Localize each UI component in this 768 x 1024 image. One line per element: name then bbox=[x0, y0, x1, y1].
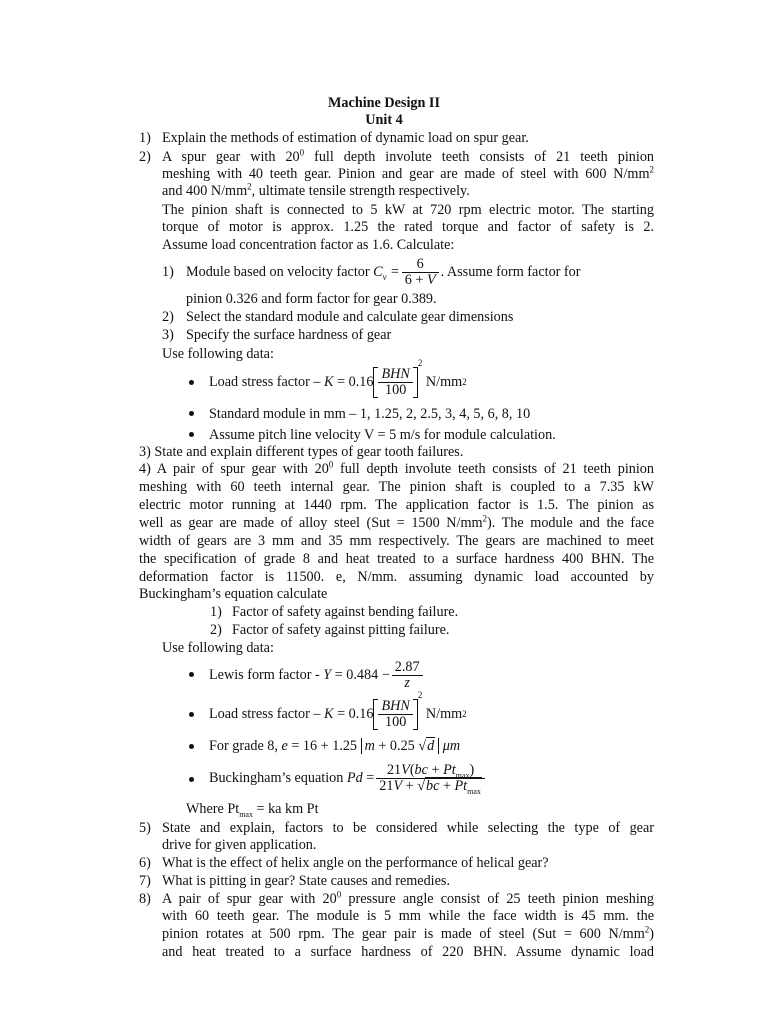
q1-number: 1) bbox=[139, 130, 151, 146]
q4-sub1-number: 1) bbox=[210, 604, 222, 620]
q2-use-data: Use following data: bbox=[162, 346, 274, 362]
q4-line-5: width of gears are 3 mm and 35 mm respectively. The gears are machined to meet bbox=[139, 533, 654, 549]
q4-sub2-number: 2) bbox=[210, 622, 222, 638]
bullet-dot bbox=[189, 777, 194, 782]
q6-text: What is the effect of helix angle on the performance of helical gear? bbox=[162, 855, 549, 871]
q4-line-1: 4) A pair of spur gear with $20^0$ full depth involute teeth consists of 21 teeth pinion bbox=[139, 459, 654, 477]
q2-sub3: Specify the surface hardness of gear bbox=[186, 327, 392, 343]
q8-line-4: and heat treated to a surface hardness of 220 BHN. Assume dynamic load bbox=[162, 944, 654, 960]
q4-line-6: the specification of grade 8 and heat treated to a surface hardness 400 BHN. The bbox=[139, 551, 654, 567]
bullet-dot bbox=[189, 712, 194, 717]
q4-line-3: electric motor running at 1440 rpm. The application factor is 1.5. The pinion as bbox=[139, 497, 654, 513]
q2-bullet-modules: Standard module in mm – 1, 1.25, 2, 2.5, 3, 4, 5, 6, 8, 10 bbox=[209, 406, 531, 422]
q2-line-2: meshing with 40 teeth gear. Pinion and gear are made of steel with 600 $N/mm^2$ bbox=[162, 164, 654, 182]
q2-number: 2) bbox=[139, 149, 151, 165]
q4-sub2: Factor of safety against pitting failure. bbox=[232, 622, 450, 638]
q2-sub2-number: 2) bbox=[162, 309, 174, 325]
q2-bullet-load-stress: Load stress factor – K = 0.16 $\frac{\text{BHN}}{100}$ $^2$ $N/mm^2$ bbox=[209, 358, 467, 399]
q5-line-2: drive for given application. bbox=[162, 837, 317, 853]
q4-where-line: Where $Pt_{max}$ = ka km Pt bbox=[186, 801, 319, 819]
q1-text: Explain the methods of estimation of dynamic load on spur gear. bbox=[162, 130, 529, 146]
q4-line-2: meshing with 60 teeth internal gear. The pinion shaft is coupled to a 7.35 kW bbox=[139, 479, 654, 495]
bullet-dot bbox=[189, 380, 194, 385]
lewis-form-formula: Y = 0.484 − $\frac{2.87}{z}$ bbox=[323, 667, 424, 683]
q4-bullet-load-stress: Load stress factor – K = 0.16 $\frac{\text{BHN}}{100}$ $^2$ $N/mm^2$ bbox=[209, 690, 467, 731]
q5-line-1: State and explain, factors to be considered while selecting the type of gear bbox=[162, 820, 654, 836]
bullet-dot bbox=[189, 432, 194, 437]
bullet-dot bbox=[189, 744, 194, 749]
load-stress-formula: K = 0.16 $\frac{\text{BHN}}{100}$ $^2$ bbox=[324, 358, 423, 399]
q5-number: 5) bbox=[139, 820, 151, 836]
q4-use-data: Use following data: bbox=[162, 640, 274, 656]
q7-text: What is pitting in gear? State causes and remedies. bbox=[162, 873, 450, 889]
q2-sub1: Module based on velocity factor $C_v$ = $\frac{6}{6 + V}$ . Assume form factor for bbox=[186, 256, 581, 289]
q2-para2-line-3: Assume load concentration factor as 1.6. Calculate: bbox=[162, 237, 455, 253]
q4-bullet-grade: For grade 8, e = 16 + 1.25 m + 0.25 √d μm bbox=[209, 738, 461, 754]
q2-para2-line-2: torque of motor is approx. 1.25 the rated torque and factor of safety is 2. bbox=[162, 219, 654, 235]
unit-heading: Unit 4 bbox=[365, 112, 403, 128]
q8-line-3: pinion rotates at 500 rpm. The gear pair is made of steel (Sut = 600 $N/mm^2$) bbox=[162, 924, 654, 942]
document-title: Machine Design II bbox=[328, 95, 440, 111]
buckingham-formula: Pd = $\frac{21V(bc + Pt_{max})}{21V + √bc + Pt_{max}}$ bbox=[347, 770, 487, 786]
q2-sub2: Select the standard module and calculate gear dimensions bbox=[186, 309, 514, 325]
q4-line-4: well as gear are made of alloy steel (Sut = 1500 $N/mm^2$). The module and the face bbox=[139, 513, 655, 531]
bullet-dot bbox=[189, 672, 194, 677]
q2-sub1-number: 1) bbox=[162, 264, 174, 280]
q2-sub1-line-2: pinion 0.326 and form factor for gear 0.389. bbox=[186, 291, 437, 307]
q4-line-8: Buckingham’s equation calculate bbox=[139, 586, 328, 602]
q8-line-2: with 60 teeth gear. The module is 5 mm while the face width is 45 mm. the bbox=[162, 908, 654, 924]
q4-sub1: Factor of safety against bending failure. bbox=[232, 604, 459, 620]
q4-bullet-buckingham: Buckingham’s equation Pd = $\frac{21V(bc + Pt_{max})}{21V + √bc + Pt_{max}}$ bbox=[209, 758, 487, 794]
q4-bullet-lewis: Lewis form factor - Y = 0.484 − $\frac{2.87}{z}$ bbox=[209, 656, 425, 691]
q2-para2-line-1: The pinion shaft is connected to 5 kW at 720 rpm electric motor. The starting bbox=[162, 202, 654, 218]
q4-line-7: deformation factor is 11500. e, N/mm. assuming dynamic load accounted by bbox=[139, 569, 654, 585]
q2-sub3-number: 3) bbox=[162, 327, 174, 343]
q2-bullet-velocity: Assume pitch line velocity V = 5 m/s for module calculation. bbox=[209, 427, 556, 443]
load-stress-formula-2: K = 0.16 $\frac{\text{BHN}}{100}$ $^2$ bbox=[324, 690, 423, 731]
q6-number: 6) bbox=[139, 855, 151, 871]
q8-number: 8) bbox=[139, 891, 151, 907]
bullet-dot bbox=[189, 411, 194, 416]
q2-line-1: A spur gear with $20^0$ full depth involute teeth consists of 21 teeth pinion bbox=[162, 147, 655, 165]
q7-number: 7) bbox=[139, 873, 151, 889]
q3-text: 3) State and explain different types of gear tooth failures. bbox=[139, 444, 464, 460]
velocity-factor-formula: $C_v$ = $\frac{6}{6 + V}$ bbox=[373, 264, 440, 280]
error-formula: e = 16 + 1.25 m + 0.25 √d μm bbox=[281, 738, 461, 754]
q8-line-1: A pair of spur gear with $20^0$ pressure angle consist of 25 teeth pinion meshing bbox=[162, 889, 654, 907]
q2-line-3: and 400 $N/mm^2$, ultimate tensile strength respectively. bbox=[162, 181, 470, 199]
